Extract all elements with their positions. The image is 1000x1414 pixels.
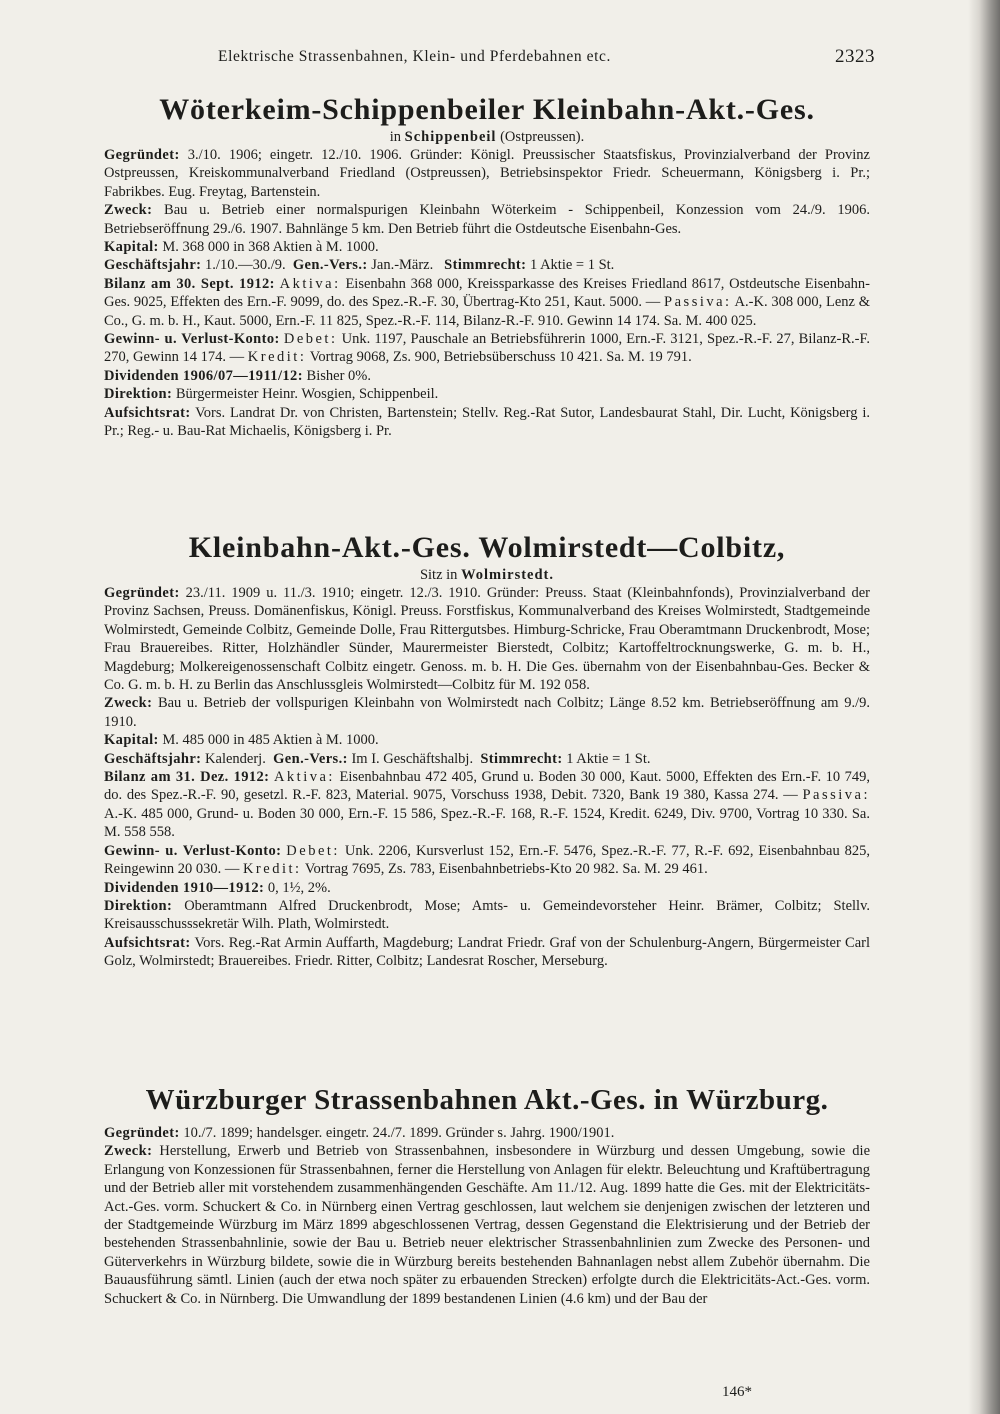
section-zweck: Zweck: Herstellung, Erwerb und Betrieb von Strassenbahnen, insbesondere in Würzburg und dessen Umgebung, sowie die Erlangung von Konzessionen für Strassenbahnen, ferner die Herstellung von Anlagen für elektr. Beleuchtung und Kraftübertragung und der Betrieb aller mit vorstehendem zusammenhängenden Geschäfte. Am 11./12. Aug. 1899 hatte die Ges. mit der Elektricitäts-Act.-Ges. vorm. Schuckert & Co. in Nürnberg einen Vertrag geschlossen, laut welchem sie denjenigen zwischen der letzteren und der Stadtgemeinde Würzburg im März 1899 abgeschlossenen Vertrag, dessen Gegenstand die Elektrisierung und der Betrieb der bestehenden Strassenbahnlinie, sowie der Bau u. Betrieb neuer elektrischer Strassenbahnlinien zum Zwecke des Personen- und Güterverkehrs in Würzburg bildete, sowie die in Würzburg bereits bestehenden Bahnanlagen nebst allem Zubehör übernahm. Die Bauausführung sämtl. Linien (auch der etwa noch später zu erbauenden Strecken) erfolgte durch die Elektricitäts-Act.-Ges. vorm. Schuckert & Co. in Nürnberg. Die Umwandlung der 1899 bestandenen Linien (4.6 km) und der Bau der [104,1143,871,1307]
entry-title: Wöterkeim-Schippenbeiler Kleinbahn-Akt.-Ges. [159,93,815,126]
running-header [100,48,875,72]
section-zweck: Zweck: Bau u. Betrieb der vollspurigen Kleinbahn von Wolmirstedt nach Colbitz; Länge 8.52 km. Betriebseröffnung am 9./9. 1910. [104,695,870,730]
entry-wolmirstedt-colbitz [104,530,870,971]
section-direktion: Direktion: Oberamtmann Alfred Druckenbrodt, Mose; Amts- u. Gemeindevorsteher Heinr. Brämer, Colbitz; Stellv. Kreisausschusssekretär Wilh. Plath, Wolmirstedt. [104,897,870,933]
section-gewinn-verlust: Gewinn- u. Verlust-Konto: Debet: Unk. 2206, Kursverlust 152, Ern.-F. 5476, Spez.-R.-F. 77, R.-F. 692, Eisenbahnbau 825, Reingewinn 20 030. — Kredit: Vortrag 7695, Zs. 783, Eisenbahnbetriebs-Kto 20 982. Sa. M. 29 461. [104,842,871,878]
section-zweck: Zweck: Bau u. Betrieb einer normalspurigen Kleinbahn Wöterkeim - Schippenbeil, Konzession vom 24./9. 1906. Betriebseröffnung 29./6. 1907. Bahnlänge 5 km. Den Betrieb führt die Ostdeutsche Eisenbahn-Ges. [104,202,871,237]
binding-gutter-shadow [968,0,1000,1414]
entry-woeterkeim [104,92,870,441]
entry-wuerzburger [104,1080,870,1308]
section-bilanz: Bilanz am 31. Dez. 1912: Aktiva: Eisenbahnbau 472 405, Grund u. Boden 30 000, Kaut. 5000, Effekten des Ern.-F. 10 749, do. des Spez.-R.-F. 90, gesetzl. R.-F. 823, Material. 9075, Vorschuss 1938, Debit. 7320, Bank 19 380, Kassa 274. — Passiva: A.-K. 485 000, Grund- u. Boden 30 000, Ern.-F. 15 586, Spez.-R.-F. 168, R.-F. 1524, Kredit. 6249, Div. 9700, Vortrag 10 330. Sa. M. 558 558. [104,769,871,841]
seat-place: Schippenbeil [404,129,497,145]
section-dividenden: Dividenden 1906/07—1911/12: Bisher 0%. [104,367,371,384]
section-dividenden: Dividenden 1910—1912: 0, 1½, 2%. [104,879,331,896]
section-aufsichtsrat: Aufsichtsrat: Vors. Landrat Dr. von Christen, Bartenstein; Stellv. Reg.-Rat Sutor, Landesbaurat Stahl, Dir. Lucht, Königsberg i. Pr.; Reg.- u. Bau-Rat Michaelis, Königsberg i. Pr. [104,404,870,440]
section-gegruendet: Gegründet: 10./7. 1899; handelsger. eingetr. 24./7. 1899. Gründer s. Jahrg. 1900/1901. [104,1125,615,1141]
section-kapital: Kapital: M. 368 000 in 368 Aktien à M. 1000. [104,239,379,256]
section-geschaeftsjahr: Geschäftsjahr: 1./10.—30./9. Gen.-Vers.: Jan.-März. Stimmrecht: 1 Aktie = 1 St. [104,257,615,274]
section-bilanz: Bilanz am 30. Sept. 1912: Aktiva: Eisenbahn 368 000, Kreissparkasse des Kreises Friedland 8617, Ostdeutsche Eisenbahn-Ges. 9025, Effekten des Ern.-F. 9099, do. des Spez.-R.-F. 30, Übertrag-Kto 251, Kaut. 5000. — Passiva: A.-K. 308 000, Lenz & Co., G. m. b. H., Kaut. 5000, Ern.-F. 11 825, Spez.-R.-F. 114, Bilanz-R.-F. 910. Gewinn 14 174. Sa. M. 400 025. [104,275,871,329]
section-gewinn-verlust: Gewinn- u. Verlust-Konto: Debet: Unk. 1197, Pauschale an Betriebsführerin 1000, Ern.-F. 3121, Spez.-R.-F. 27, Bilanz-R.-F. 270, Gewinn 14 174. — Kredit: Vortrag 9068, Zs. 900, Betriebsüberschuss 10 421. Sa. M. 19 791. [104,331,870,366]
section-gegruendet: Gegründet: 23./11. 1909 u. 11./3. 1910; eingetr. 12./3. 1910. Gründer: Preuss. Staat (Kleinbahnfonds), Provinzialverband der Provinz Sachsen, Preuss. Domänenfiskus, Königl. Preuss. Forstfiskus, Kommunalverband des Kreises Wolmirstedt, Stadtgemeinde Wolmirstedt, Gemeinde Colbitz, Gemeinde Dolle, Frau Rittergutsbes. Himburg-Schricke, Frau Oberamtmann Druckenbrodt, Mose; Frau Brauereibes. Ritter, Holzhändler Sünder, Maurermeister Bierstedt, Colbitz; Kartoffeltrocknungswerke, G. m. b. H., Magdeburg; Molkereigenossenschaft Colbitz eingetr. Genoss. m. b. H. Die Ges. übernahm von der Eisenbahnbau-Ges. Becker & Co. G. m. b. H. zu Berlin das Anschlussgleis Wolmirstedt—Colbitz für M. 192 058. [104,585,870,694]
entry-title: Würzburger Strassenbahnen Akt.-Ges. in Würzburg. [145,1084,829,1116]
page-number: 2323 [835,46,875,67]
entry-title: Kleinbahn-Akt.-Ges. Wolmirstedt—Colbitz, [188,531,786,564]
running-title: Elektrische Strassenbahnen, Klein- und Pferdebahnen etc. [218,48,611,65]
entry-seat: Sitz in Wolmirstedt. [419,567,555,583]
signature-mark: 146* [722,1384,752,1400]
section-direktion: Direktion: Bürgermeister Heinr. Wosgien, Schippenbeil. [104,386,439,403]
section-gegruendet: Gegründet: 3./10. 1906; eingetr. 12./10. 1906. Gründer: Königl. Preussischer Staatsfiskus, Provinzialverband der Provinz Ostpreussen, Kreiskommunalverband Friedland (Ostpreussen), Betriebsinspektor Friedr. Scheuermann, Königsberg i. Pr.; Fabrikbes. Eug. Freytag, Bartenstein. [104,147,870,200]
section-geschaeftsjahr: Geschäftsjahr: Kalenderj. Gen.-Vers.: Im I. Geschäftshalbj. Stimmrecht: 1 Aktie = 1 St. [104,750,651,767]
section-aufsichtsrat: Aufsichtsrat: Vors. Reg.-Rat Armin Auffarth, Magdeburg; Landrat Friedr. Graf von der Schulenburg-Angern, Bürgermeister Carl Golz, Wolmirstedt; Brauereibes. Friedr. Ritter, Colbitz; Landesrat Roscher, Merseburg. [104,934,870,970]
entry-seat: in Schippenbeil (Ostpreussen). [389,129,585,145]
section-kapital: Kapital: M. 485 000 in 485 Aktien à M. 1000. [104,732,379,749]
seat-place: Wolmirstedt. [461,567,555,583]
